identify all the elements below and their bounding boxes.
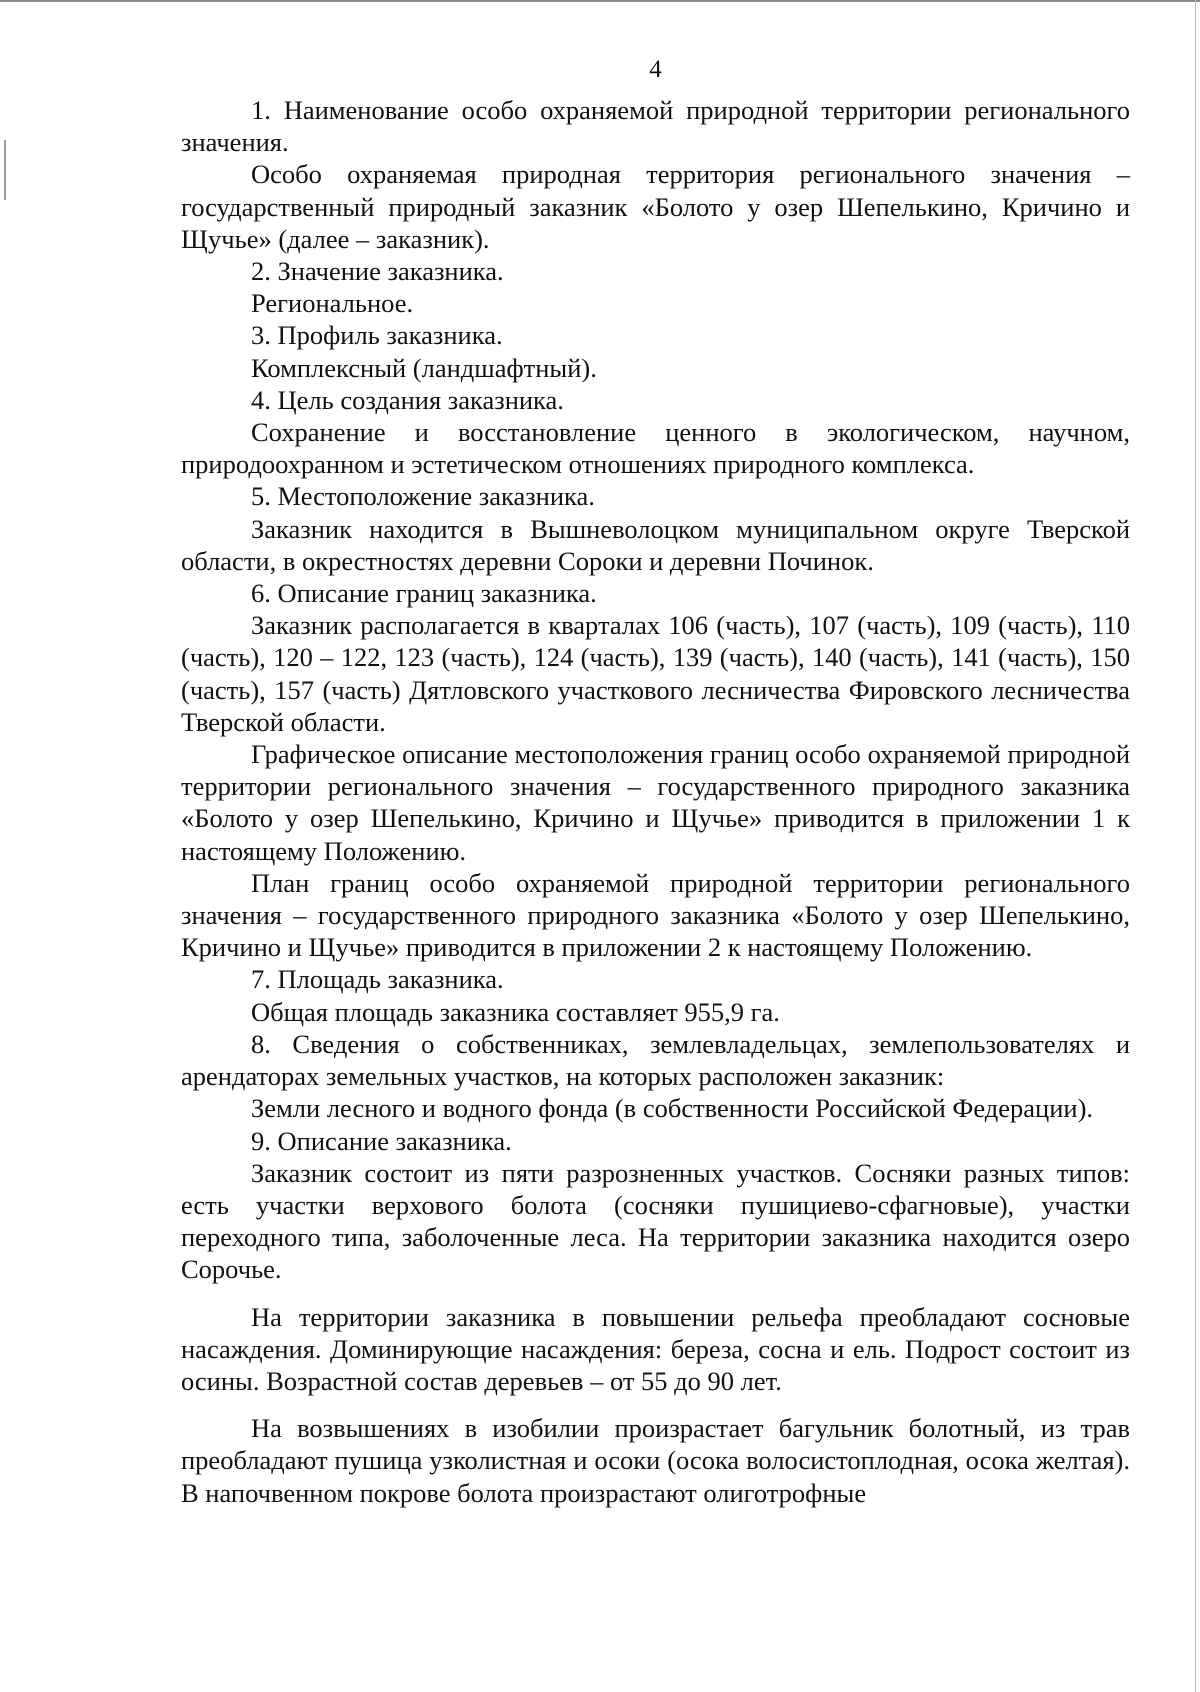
section-2-text: Региональное. <box>251 288 414 319</box>
section-4-heading: 4. Цель создания заказника. <box>251 384 564 415</box>
scan-edge-left <box>4 140 6 200</box>
section-6-plan: План границ особо охраняемой природной территории регионального значения – государственного природного заказника «Болото у озер Шепелькино, Кричино и Щучье» приводится в приложении 2 к настоящему Положению. <box>181 867 1130 963</box>
section-3-heading: 3. Профиль заказника. <box>251 320 503 351</box>
section-5-text: Заказник находится в Вышневолоцком муниципальном округе Тверской области, в окрестностях деревни Сороки и деревни Починок. <box>181 513 1130 576</box>
document-page <box>181 54 1130 1509</box>
section-9-vegetation: На территории заказника в повышении рельефа преобладают сосновые насаждения. Доминирующие насаждения: береза, сосна и ель. Подрост состоит из осины. Возрастной состав деревьев – от 55 до 90 лет. <box>181 1301 1130 1396</box>
section-6-graphic-description: Графическое описание местоположения границ особо охраняемой природной территории регионального значения – государственного природного заказника «Болото у озер Шепелькино, Кричино и Щучье» приводится в приложении 1 к настоящему Положению. <box>181 739 1130 866</box>
section-9-flora: На возвышениях в изобилии произрастает багульник болотный, из трав преобладают пушица узколистная и осоки (осока волосистоплодная, осока желтая). В напочвенном покрове болота произрастают олиготрофные <box>181 1413 1130 1508</box>
scan-edge-top <box>0 0 1200 2</box>
section-7-heading: 7. Площадь заказника. <box>251 964 504 995</box>
section-6-text: Заказник располагается в кварталах 106 (часть), 107 (часть), 109 (часть), 110 (часть), 120 – 122, 123 (часть), 124 (часть), 139 (часть), 140 (часть), 141 (часть), 150 (часть), 157 (часть) Дятловского участкового лесничества Фировского лесничества Тверской области. <box>181 610 1130 737</box>
section-6-heading: 6. Описание границ заказника. <box>251 578 597 609</box>
section-4-text: Сохранение и восстановление ценного в экологическом, научном, природоохранном и эстетическом отношениях природного комплекса. <box>181 417 1130 480</box>
section-8-heading: 8. Сведения о собственниках, землевладельцах, землепользователях и арендаторах земельных участков, на которых расположен заказник: <box>181 1028 1130 1092</box>
section-1-heading: 1. Наименование особо охраняемой природной территории регионального значения. <box>181 95 1130 158</box>
section-2-heading: 2. Значение заказника. <box>251 256 504 287</box>
page-number: 4 <box>649 56 662 83</box>
section-9-heading: 9. Описание заказника. <box>251 1125 512 1156</box>
scan-edge-right <box>1195 0 1196 1692</box>
section-8-text: Земли лесного и водного фонда (в собственности Российской Федерации). <box>251 1093 1094 1124</box>
section-9-text: Заказник состоит из пяти разрозненных участков. Сосняки разных типов: есть участки верхового болота (сосняки пушициево-сфагновые), участки переходного типа, заболоченные леса. На территории заказника находится озеро Сорочье. <box>181 1157 1130 1285</box>
section-7-text: Общая площадь заказника составляет 955,9 га. <box>251 996 780 1027</box>
section-5-heading: 5. Местоположение заказника. <box>251 481 595 512</box>
section-1-text: Особо охраняемая природная территория регионального значения – государственный природный заказник «Болото у озер Шепелькино, Кричино и Щучье» (далее – заказник). <box>181 159 1130 254</box>
section-3-text: Комплексный (ландшафтный). <box>251 352 597 383</box>
document-body <box>181 94 1130 1509</box>
